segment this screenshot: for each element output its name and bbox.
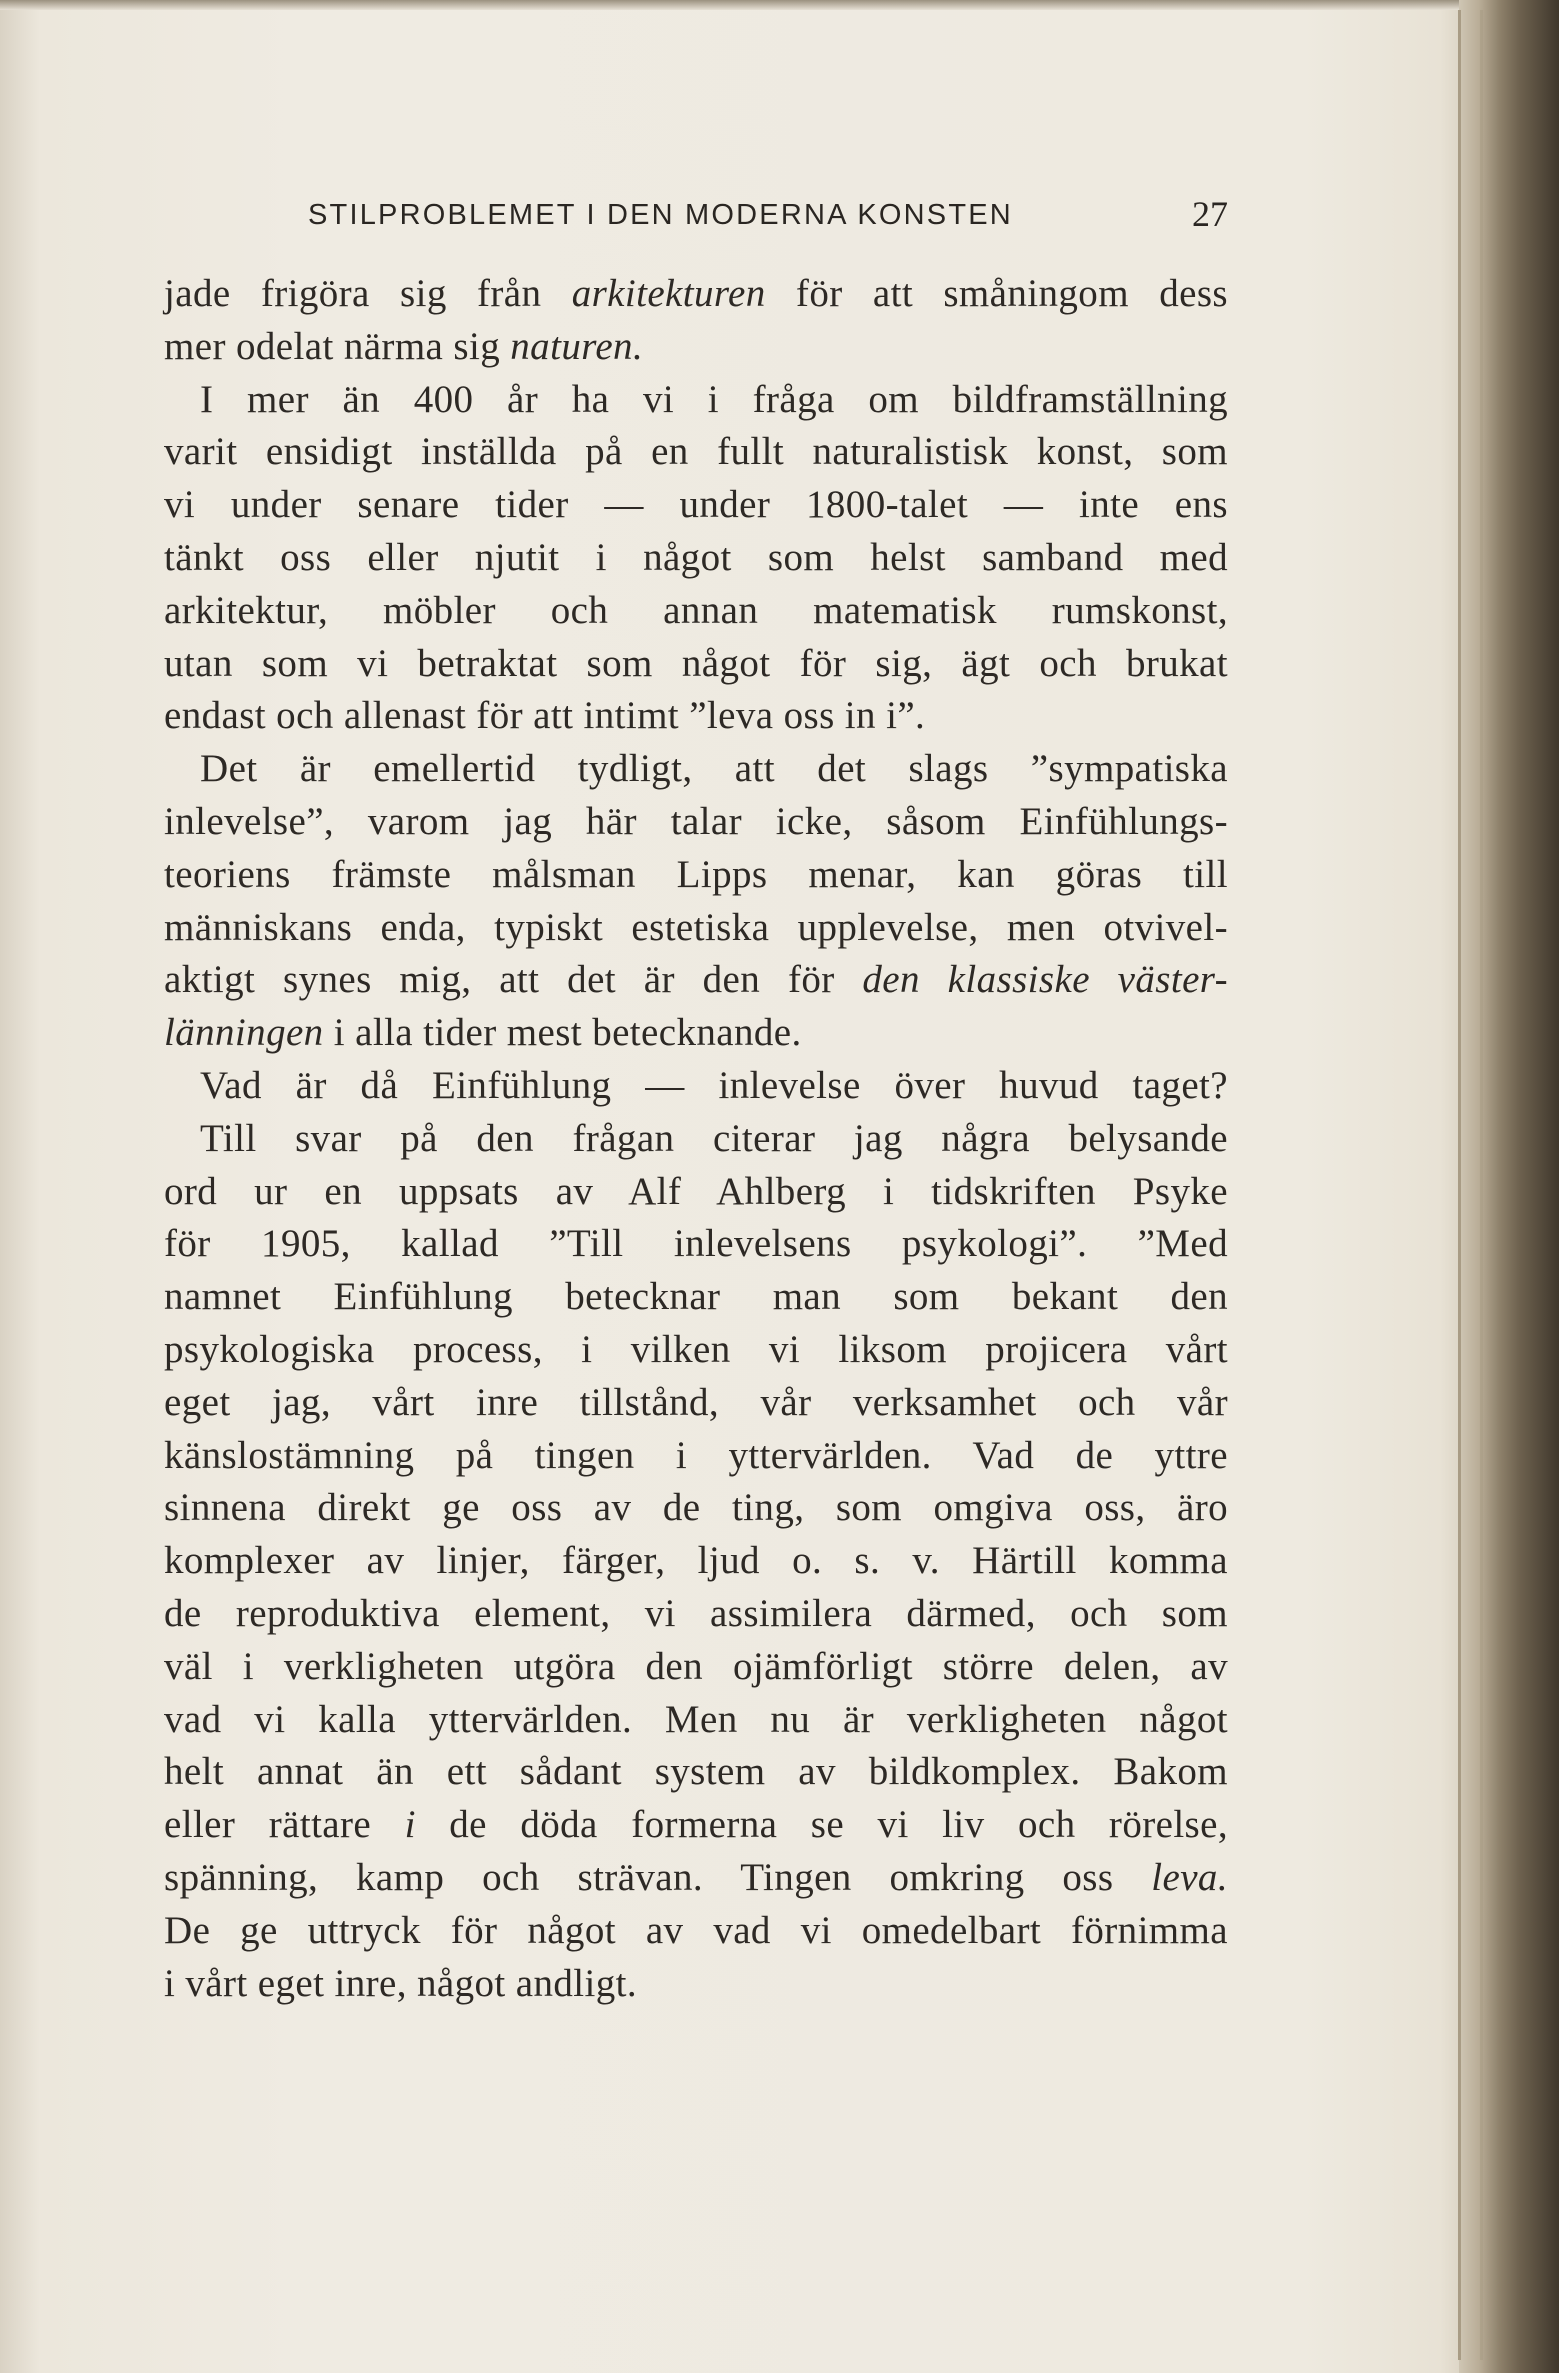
text-run: känslostämning på tingen i yttervärlden. Vad de yttre	[164, 1433, 1228, 1477]
text-run: De ge uttryck för något av vad vi omedelbart förnimma	[164, 1908, 1228, 1952]
text-run: aktigt synes mig, att det är den för	[164, 958, 863, 1002]
text-line	[164, 1905, 1228, 1958]
text-line	[164, 1271, 1228, 1324]
text-run: teoriens främste målsman Lipps menar, kan göras till	[164, 852, 1228, 896]
text-run: människans enda, typiskt estetiska upplevelse, men otvivel-	[164, 905, 1228, 949]
text-line	[164, 954, 1228, 1007]
text-run: inlevelse”, varom jag här talar icke, såsom Einfühlungs-	[164, 799, 1228, 843]
text-run: sinnena direkt ge oss av de ting, som omgiva oss, äro	[164, 1486, 1228, 1530]
text-run: Till svar på den frågan citerar jag några belysande	[200, 1116, 1228, 1160]
text-run: de döda formerna se vi liv och rörelse,	[415, 1803, 1228, 1847]
page-edge-line	[1480, 10, 1483, 2360]
text-run: de reproduktiva element, vi assimilera därmed, och som	[164, 1591, 1228, 1635]
italic-text: den klassiske väster-	[862, 958, 1228, 1002]
text-run: Vad är då Einfühlung — inlevelse över huvud taget?	[200, 1063, 1228, 1107]
text-run: för 1905, kallad ”Till inlevelsens psykologi”. ”Med	[164, 1222, 1228, 1266]
text-run: varit ensidigt inställda på en fullt naturalistisk konst, som	[164, 430, 1228, 474]
text-line	[164, 1694, 1228, 1747]
italic-text: arkitekturen	[571, 272, 766, 315]
text-run: Det är emellertid tydligt, att det slags ”sympatiska	[200, 747, 1228, 791]
text-line	[164, 1958, 1228, 2011]
running-title: STILPROBLEMET I DEN MODERNA KONSTEN	[308, 199, 1013, 231]
text-line	[164, 585, 1228, 638]
text-line	[164, 1113, 1228, 1166]
text-run: ord ur en uppsats av Alf Ahlberg i tidskriften Psyke	[164, 1169, 1228, 1213]
body-text	[164, 268, 1228, 2010]
text-run: endast och allenast för att intimt ”leva oss in i”.	[164, 694, 926, 738]
italic-text: naturen.	[510, 324, 644, 368]
text-run: eller rättare	[164, 1803, 405, 1847]
text-run: I mer än 400 år ha vi i fråga om bildframställning	[200, 377, 1228, 421]
text-line	[164, 374, 1228, 427]
text-line	[164, 532, 1228, 585]
page-edge-line	[1458, 10, 1461, 2360]
italic-text: leva.	[1151, 1855, 1228, 1899]
text-run: spänning, kamp och strävan. Tingen omkring oss	[164, 1855, 1152, 1899]
top-shadow	[0, 0, 1460, 10]
text-line	[164, 1641, 1228, 1694]
text-line	[164, 1852, 1228, 1905]
text-run: för att småningom dess	[765, 272, 1228, 315]
text-line	[164, 1166, 1228, 1219]
running-head	[308, 193, 1228, 237]
text-run: namnet Einfühlung betecknar man som bekant den	[164, 1275, 1228, 1319]
text-run: jade frigöra sig från	[164, 272, 572, 315]
text-line	[164, 1430, 1228, 1483]
text-line	[164, 1746, 1228, 1799]
text-line	[164, 1535, 1228, 1588]
text-line	[164, 849, 1228, 902]
text-line	[164, 1799, 1228, 1852]
text-run: väl i verkligheten utgöra den ojämförligt större delen, av	[164, 1644, 1228, 1688]
text-line	[164, 743, 1228, 796]
text-run: mer odelat närma sig	[164, 324, 511, 368]
text-line	[164, 1482, 1228, 1535]
text-line	[164, 1324, 1228, 1377]
page-stack-edge	[1459, 0, 1559, 2373]
text-run: vad vi kalla yttervärlden. Men nu är verkligheten något	[164, 1697, 1228, 1741]
text-line	[164, 321, 1228, 374]
text-run: vi under senare tider — under 1800-talet — inte ens	[164, 483, 1228, 527]
text-run: psykologiska process, i vilken vi liksom projicera vårt	[164, 1327, 1228, 1371]
text-run: utan som vi betraktat som något för sig, ägt och brukat	[164, 641, 1228, 685]
text-run: arkitektur, möbler och annan matematisk rumskonst,	[164, 588, 1228, 632]
italic-text: i	[404, 1803, 416, 1847]
text-run: komplexer av linjer, färger, ljud o. s. v. Härtill komma	[164, 1539, 1228, 1583]
text-line	[164, 638, 1228, 691]
text-line	[164, 1588, 1228, 1641]
text-run: eget jag, vårt inre tillstånd, vår verksamhet och vår	[164, 1380, 1228, 1424]
text-run: helt annat än ett sådant system av bildkomplex. Bakom	[164, 1750, 1228, 1794]
text-line	[164, 690, 1228, 743]
text-line	[164, 479, 1228, 532]
page-number: 27	[1192, 194, 1228, 234]
text-run: i vårt eget inre, något andligt.	[164, 1961, 638, 2005]
text-run: i alla tider mest betecknande.	[323, 1011, 802, 1055]
text-line	[164, 1218, 1228, 1271]
text-line	[164, 902, 1228, 955]
text-line	[164, 268, 1228, 321]
text-line	[164, 796, 1228, 849]
text-line	[164, 426, 1228, 479]
italic-text: länningen	[164, 1011, 324, 1055]
text-line	[164, 1007, 1228, 1060]
text-run: tänkt oss eller njutit i något som helst samband med	[164, 535, 1228, 579]
text-line	[164, 1060, 1228, 1113]
text-line	[164, 1377, 1228, 1430]
